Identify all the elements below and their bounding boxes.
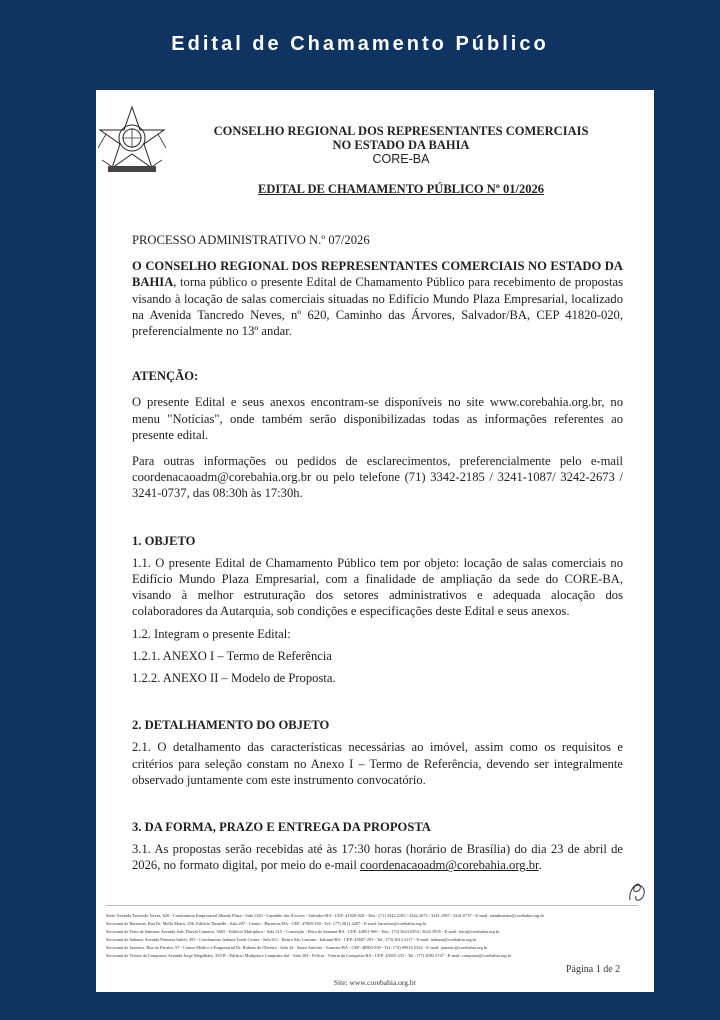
section-3-1 [132, 841, 623, 873]
org-acronym: CORE-BA [372, 152, 430, 166]
org-line-1: CONSELHO REGIONAL DOS REPRESENTANTES COMERCIAIS [213, 124, 589, 138]
footer-line: Seccional de Barreiras: Rua Dr. Mello Matos, 256, Edifício Danielle - Sala 207 - Centro - Barreiras-BA - CEP: 47800-150 - Tel.: (77) 3611.4287 - E-mail: barreiras@corebahia.org.br [106, 920, 427, 926]
section-1-1: 1.1. O presente Edital de Chamamento Público tem por objeto: locação de salas comerciais no Edifício Mundo Plaza Empresarial, com a finalidade de ampliação da sede do CORE-BA, visando à melhor estruturação dos setores administrativos e adequada alocação dos colaboradores da Autarquia, sob condições e especificações deste Edital e seus anexos. [132, 555, 623, 619]
footer-line: Seccional de Feira de Santana: Avenida João Durval Carneiro, 3665 - Edifício Multiplace - Sala 315 - Conceição - Feira de Santana-BA - CEP: 44051-900 - Tels.: (75) 3623.0454 / 3622.5935 - E-mail: feira@corebahia.org.br [106, 928, 500, 934]
section-3-heading: 3. DA FORMA, PRAZO E ENTREGA DA PROPOSTA [132, 820, 431, 835]
footer-divider [106, 905, 638, 906]
organization-name [186, 124, 616, 166]
section-1-2-2: 1.2.2. ANEXO II – Modelo de Proposta. [132, 671, 336, 686]
page-number: Página 1 de 2 [566, 964, 621, 975]
footer-site: Site: www.corebahia.org.br [333, 978, 417, 987]
proposal-email-link[interactable]: coordenacaoadm@corebahia.org.br [360, 858, 539, 873]
section-1-heading: 1. OBJETO [132, 533, 196, 548]
section-3-1-text: 3.1. As propostas serão recebidas até às 17:30 horas (horário de Brasília) do dia 23 de abril de 2026, no formato digital, por meio do e-mail [132, 842, 623, 873]
atencao-paragraph-1: O presente Edital e seus anexos encontram-se disponíveis no site www.corebahia.org.br, no menu "Notícias", onde também serão disponibilizadas todas as informações referentes ao presente edital. [132, 395, 623, 442]
footer-addresses [106, 912, 636, 959]
coat-of-arms-emblem [96, 104, 168, 176]
section-1-2-1: 1.2.1. ANEXO I – Termo de Referência [132, 648, 332, 663]
footer-line: Seccional de Vitória da Conquista: Avenida Jorge Magalhães, 350 B - Edifício Multiplace Conquista Sul - Sala 204 - Felícia - Vitória da Conquista-BA - CEP: 45055-235 - Tel.: (77) 3082.3747 - E-mail: conquista@corebahia.org.br [106, 952, 512, 958]
banner-title: Edital de Chamamento Público [171, 33, 549, 55]
document-page [96, 90, 654, 992]
section-2-heading: 2. DETALHAMENTO DO OBJETO [132, 718, 330, 733]
document-body [132, 232, 623, 874]
footer-line: Seccional de Juazeiro: Rua do Paraíso, 97 - Centro Médico e Empresarial Dr. Rubens de Oliveira - Sala 34 - Santo Antônio - Juazeiro-BA - CEP: 48903-350 - Tel.: (74) 99916.5332 - E-mail: juazeiro@corebahia.org.br [106, 944, 488, 950]
section-3-1-end: . [538, 858, 542, 873]
document-title: EDITAL DE CHAMAMENTO PÚBLICO Nº 01/2026 [258, 182, 544, 196]
section-2-1: 2.1. O detalhamento das características necessárias ao imóvel, assim como os requisitos e critérios para seleção constam no Anexo I – Termo de Referência, devendo ser integralmente observado juntamente com este instrumento convocatório. [132, 740, 623, 787]
atencao-heading: ATENÇÃO: [132, 369, 199, 384]
signature-initials-mark [626, 876, 648, 906]
section-1-2: 1.2. Integram o presente Edital: [132, 626, 291, 641]
intro-text: , torna público o presente Edital de Chamamento Público para recebimento de propostas visando à locação de salas comerciais situadas no Edifício Mundo Plaza Empresarial, localizado na Avenida Tancredo Neves, nº 620, Caminho das Árvores, Salvador/BA, CEP 41820-020, preferencialmente no 13º andar. [132, 275, 623, 339]
processo-number: PROCESSO ADMINISTRATIVO N.º 07/2026 [132, 233, 370, 247]
footer-line: Sede: Avenida Tancredo Neves, 620 - Condomínio Empresarial Mundo Plaza - Sala 1320 - Caminho das Árvores - Salvador-BA - CEP: 41820-020 - Tels.: (71) 3342.2185 / 3242.2673 / 3241.1087 / 3241.0737 - E-mail: atendimento@corebahia.org.br [106, 913, 545, 918]
footer-line: Seccional de Itabuna: Avenida Princesa Isabel, 395 - Condomínio Itabuna Trade Center - Sala 611 - Bairro São Caetano - Itabuna-BA - CEP: 45607-291 - Tel.: (73) 3613.3117 - E-mail: itabuna@corebahia.org.br [106, 936, 477, 942]
org-line-2: NO ESTADO DA BAHIA [332, 138, 470, 152]
intro-org-name: O CONSELHO REGIONAL DOS REPRESENTANTES COMERCIAIS NO ESTADO DA BAHIA [132, 259, 623, 290]
atencao-paragraph-2: Para outras informações ou pedidos de esclarecimentos, preferencialmente pelo e-mail coordenacaoadm@corebahia.org.br ou pelo telefone (71) 3342-2185 / 3241-1087/ 3242-2673 / 3241-0737, das 08:30h às 17:30h. [132, 454, 623, 501]
intro-paragraph [132, 258, 623, 339]
